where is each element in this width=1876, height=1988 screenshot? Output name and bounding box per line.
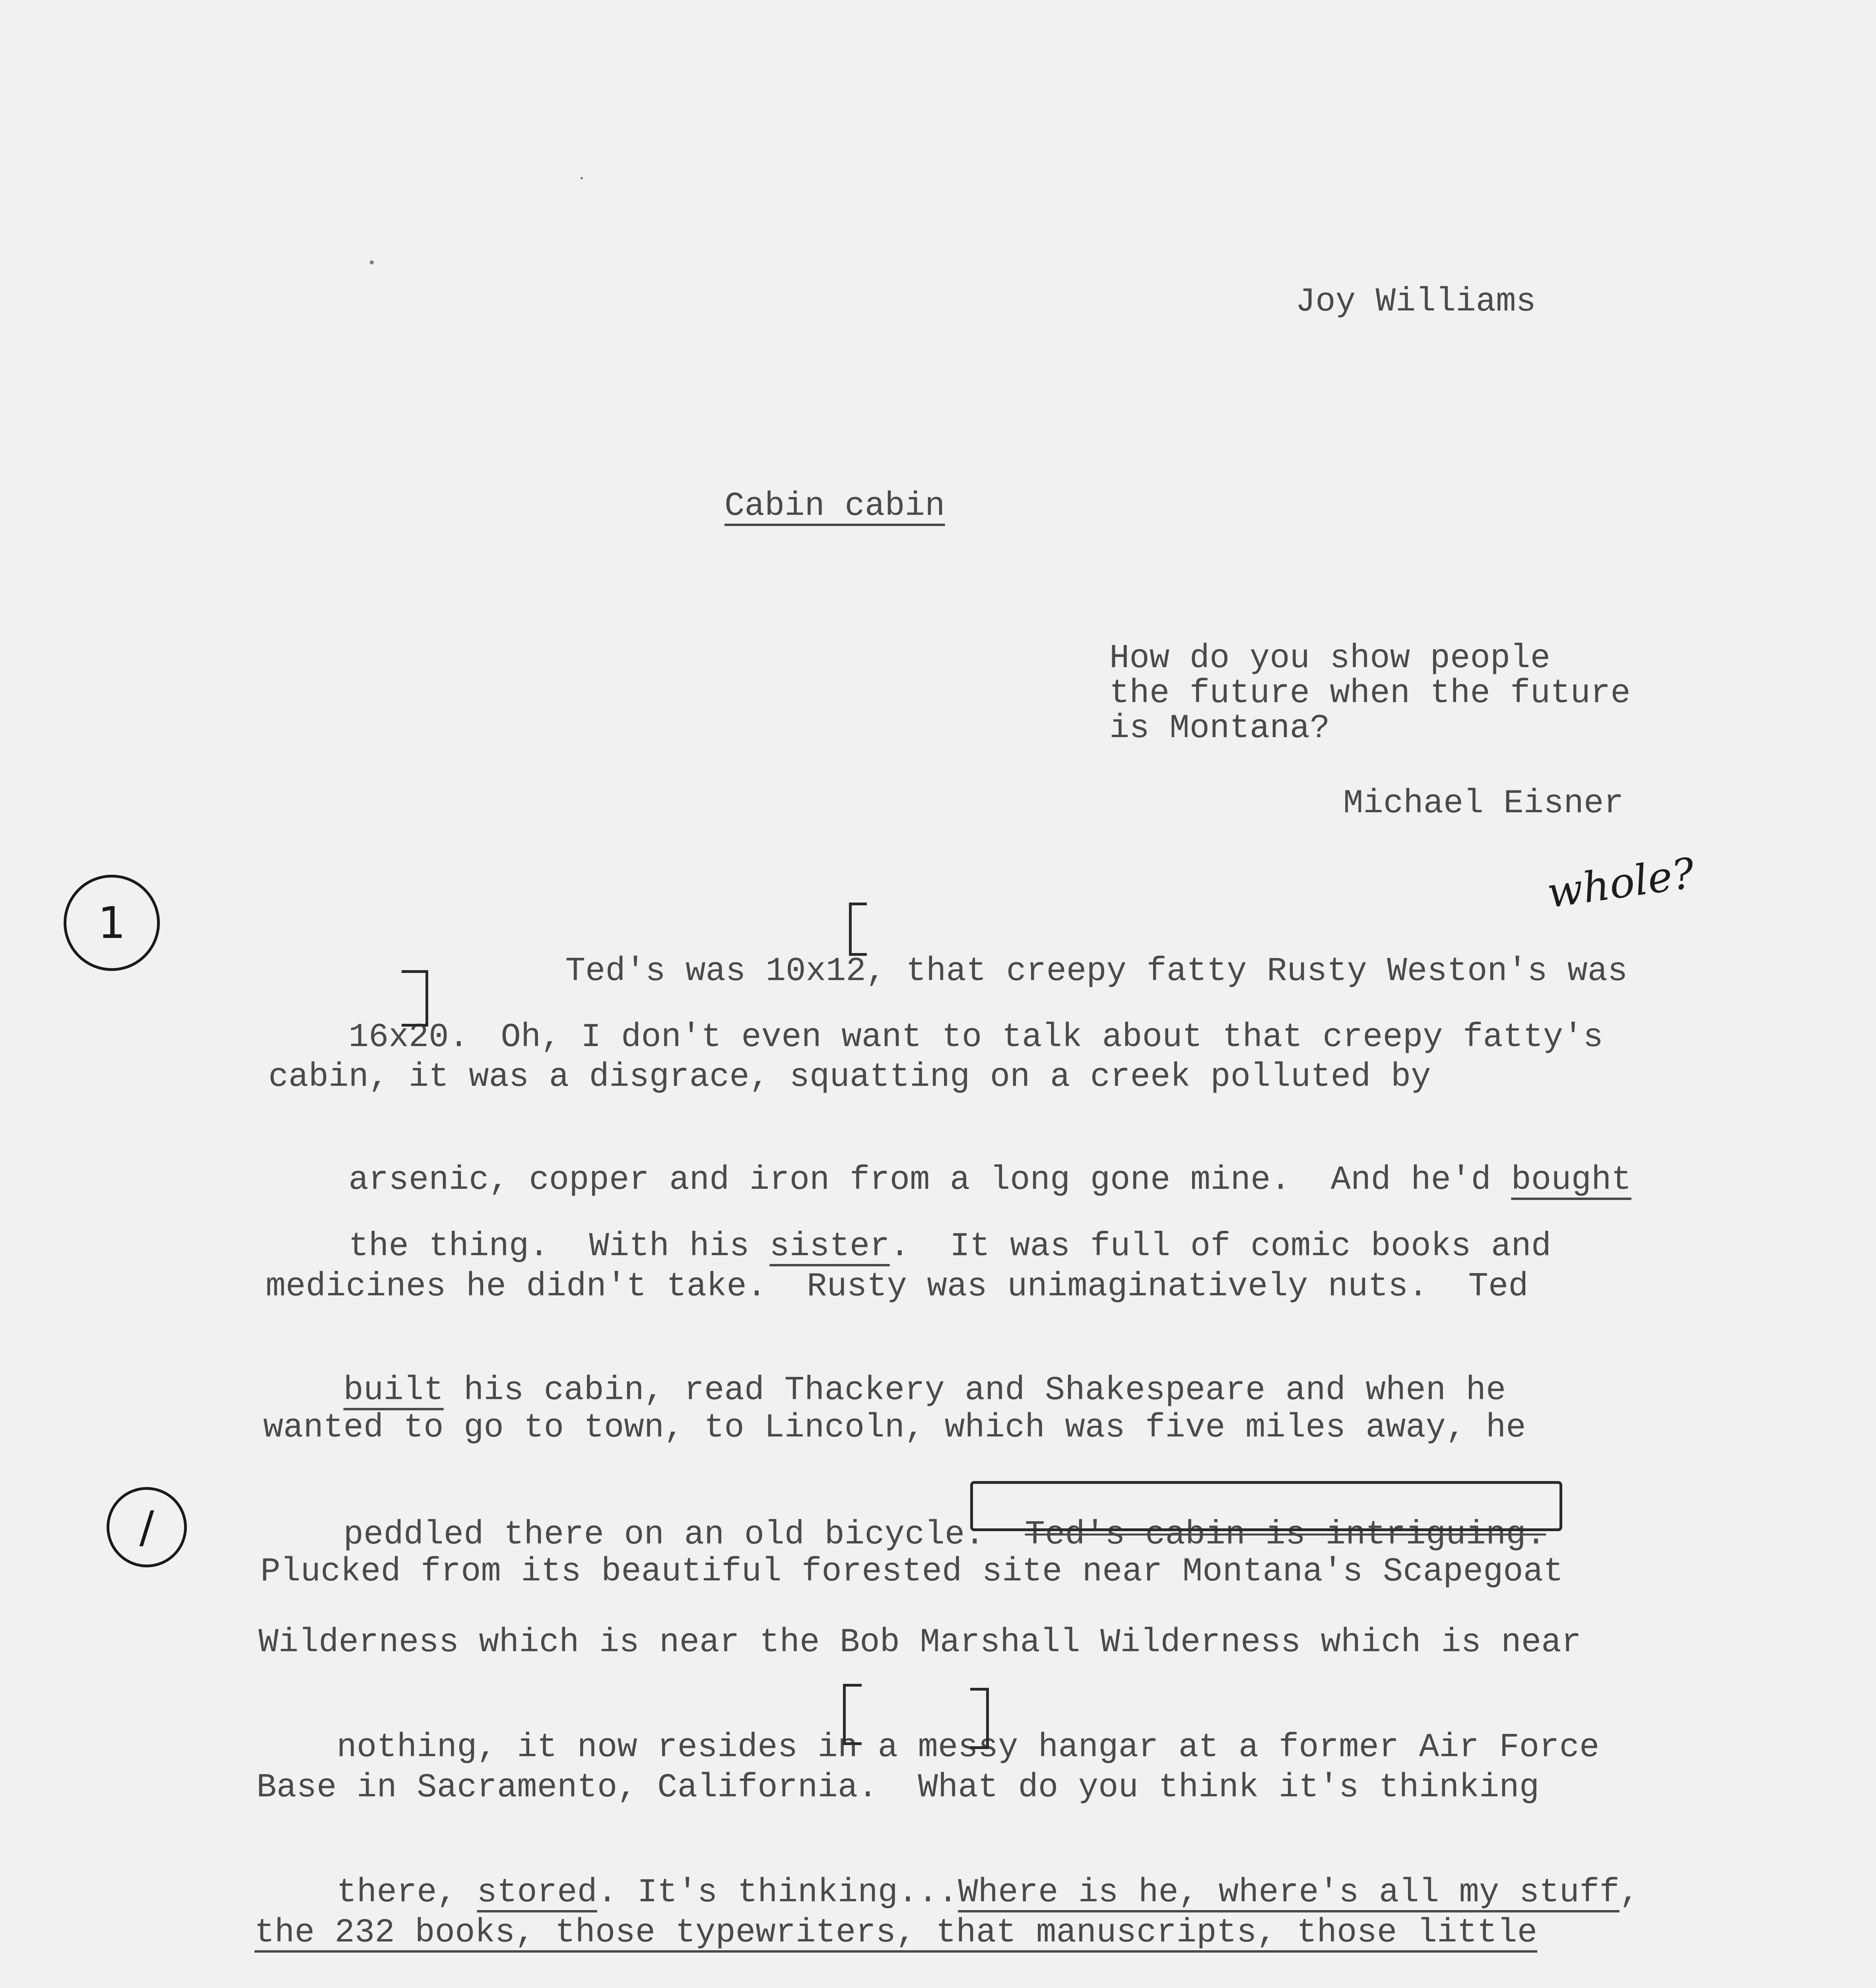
margin-circle-number-1	[64, 875, 160, 971]
epigraph-attribution: Michael Eisner	[1343, 785, 1624, 823]
body-line-8: wanted to go to town, to Lincoln, which was five miles away, he	[263, 1409, 1526, 1447]
underlined-word-built: built	[343, 1372, 444, 1409]
margin-circle-number-2-text: /	[139, 1502, 154, 1553]
deletion-box-mark	[970, 1481, 1562, 1531]
struck-out-sentence: Ted's cabin is intriguing.	[1025, 1516, 1546, 1554]
ink-smudge	[370, 260, 374, 264]
underlined-phrase-where-is-he: Where is he, where's all my stuff	[958, 1874, 1620, 1912]
body-line-9-part-a: peddled there on an old bicycle.	[343, 1516, 1025, 1554]
body-line-12-part-c: hangar at a former Air Force	[1018, 1729, 1600, 1767]
document-title: Cabin cabin	[724, 487, 945, 525]
bracketed-word-messy: messy	[918, 1729, 1018, 1767]
epigraph-line-1: How do you show people	[1109, 640, 1550, 678]
body-line-16	[251, 1986, 1633, 1988]
body-line-11: Wilderness which is near the Bob Marshall Wilderness which is near	[258, 1624, 1581, 1662]
body-line-15-underlined: the 232 books, those typewriters, that manuscripts, those little	[254, 1914, 1538, 1952]
body-line-5-part-c: . It was full of comic books and	[889, 1228, 1552, 1266]
body-line-12-part-a: nothing, it now resides in a	[336, 1729, 918, 1767]
body-line-14-part-e: ,	[1619, 1874, 1640, 1912]
margin-circle-number-1-text: 1	[98, 897, 126, 948]
body-line-2-part-a: 16x20.	[348, 1019, 469, 1056]
body-line-13: Base in Sacramento, California. What do you think it's thinking	[256, 1769, 1540, 1807]
body-line-14-part-c: . It's thinking...	[597, 1874, 958, 1912]
open-bracket-mark	[849, 903, 867, 956]
body-line-7-part-b: his cabin, read Thackery and Shakespeare and when he	[443, 1372, 1506, 1409]
close-bracket-messy	[970, 1688, 989, 1749]
close-bracket-mark	[402, 970, 428, 1027]
author-name: Joy Williams	[1295, 283, 1536, 321]
epigraph-line-2: the future when the future	[1109, 675, 1631, 712]
underlined-word-bought: bought	[1511, 1161, 1631, 1199]
underlined-word-sister: sister	[769, 1228, 890, 1266]
body-line-2-part-b: Oh, I don't even want to talk about that creepy fatty's	[481, 1019, 1603, 1056]
body-line-10: Plucked from its beautiful forested site near Montana's Scapegoat	[260, 1553, 1563, 1591]
body-line-1-part-a: Ted's was 10x12,	[565, 953, 906, 990]
underlined-word-stored: stored	[477, 1874, 597, 1912]
body-line-1-part-b: that creepy fatty Rusty Weston's was	[906, 953, 1628, 990]
ink-smudge	[581, 177, 583, 179]
body-line-4-part-a: arsenic, copper and iron from a long gone mine. And he'd	[348, 1161, 1511, 1199]
body-line-3: cabin, it was a disgrace, squatting on a creek polluted by	[268, 1058, 1431, 1096]
body-line-5-part-a: the thing. With his	[348, 1228, 770, 1266]
epigraph-line-3: is Montana?	[1109, 710, 1330, 747]
margin-circle-number-2	[107, 1487, 187, 1567]
body-line-6: medicines he didn't take. Rusty was unimaginatively nuts. Ted	[266, 1268, 1528, 1306]
handwritten-annotation: whole?	[1544, 848, 1698, 918]
body-line-14-part-a: there,	[336, 1874, 477, 1912]
open-bracket-messy	[843, 1684, 862, 1745]
